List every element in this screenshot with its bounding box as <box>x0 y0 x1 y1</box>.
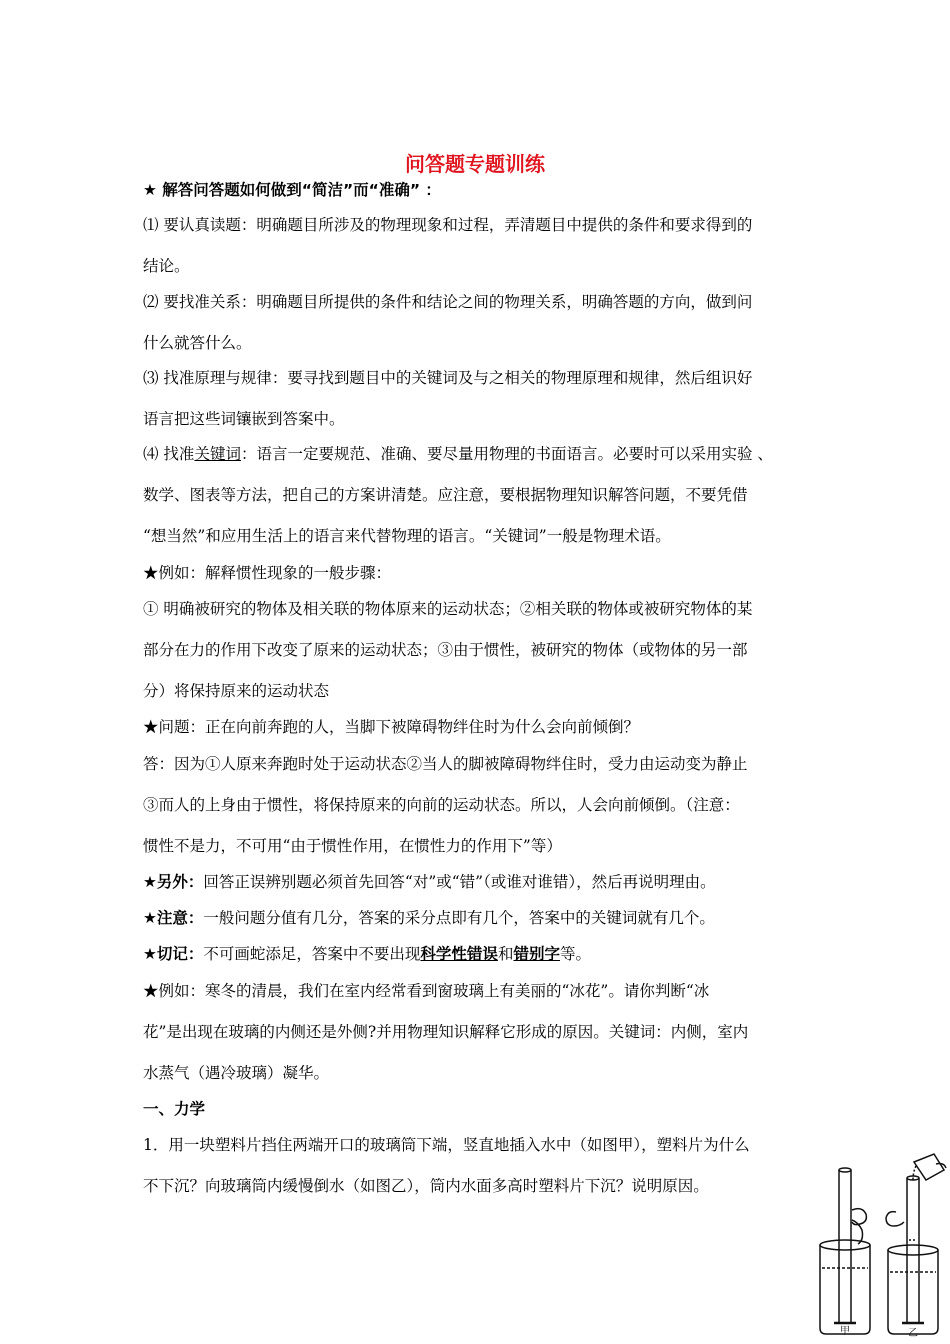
intro-p4-line1 <box>143 444 773 464</box>
intro-p1-line1: ⑴ 要认真读题：明确题目所涉及的物理现象和过程，弄清题目中提供的条件和要求得到的 <box>143 216 753 234</box>
question1-line2: 不下沉？向玻璃筒内缓慢倒水（如图乙），筒内水面多高时塑料片下沉？说明原因。 <box>143 1177 709 1195</box>
note-remember-label: ★切记： <box>143 945 204 963</box>
figure-label-left: 甲 <box>840 1326 850 1337</box>
answer-line1: 答：因为①人原来奔跑时处于运动状态②当人的脚被障碍物绊住时，受力由运动变为静止 <box>143 755 748 773</box>
intro-p4-line3: “想当然”和应用生活上的语言来代替物理的语言。“关键词”一般是物理术语。 <box>143 527 671 545</box>
figure-label-right: 乙 <box>908 1328 918 1339</box>
pouring-cup <box>914 1154 944 1180</box>
tube-right <box>907 1178 919 1322</box>
intro-p2-line1: ⑵ 要找准关系：明确题目所提供的条件和结论之间的物理关系，明确答题的方向，做到问 <box>143 293 753 311</box>
example1-heading: ★例如：解释惯性现象的一般步骤： <box>143 564 392 582</box>
example1-line2: 部分在力的作用下改变了原来的运动状态；③由于惯性，被研究的物体（或物体的另一部 <box>143 641 748 659</box>
example2-line2: 花”是出现在玻璃的内侧还是外侧?并用物理知识解释它形成的原因。关键词：内侧，室内 <box>143 1023 749 1041</box>
intro-p1-line2: 结论。 <box>143 257 190 275</box>
tube-left <box>839 1170 851 1322</box>
answer-line2: ③而人的上身由于惯性，将保持原来的向前的运动状态。所以，人会向前倾倒。（注意： <box>143 796 740 814</box>
note-extra <box>143 872 716 892</box>
example1-line1: ① 明确被研究的物体及相关联的物体原来的运动状态；②相关联的物体或被研究物体的某 <box>143 600 753 618</box>
p4-keyword: 关键词 <box>194 445 241 463</box>
note-attention-text: 一般问题分值有几分，答案的采分点即有几个，答案中的关键词就有几个。 <box>203 909 715 927</box>
note-remember-keyword2: 错别字 <box>513 945 560 963</box>
note-attention-label: ★注意： <box>143 909 204 927</box>
p4-prefix: ⑷ 找准 <box>143 445 195 463</box>
question1-line1: 1．用一块塑料片挡住两端开口的玻璃筒下端，竖直地插入水中（如图甲），塑料片为什么 <box>143 1136 750 1154</box>
beaker-left <box>820 1245 870 1334</box>
note-remember-end: 等。 <box>559 945 591 963</box>
note-remember <box>143 944 591 964</box>
note-remember-and: 和 <box>497 945 514 963</box>
glass-tube-illustration <box>812 1150 948 1340</box>
note-attention <box>143 908 715 928</box>
intro-heading: ★ 解答问答题如何做到“简洁”而“准确” ： <box>143 181 441 199</box>
intro-p4-line2: 数学、图表等方法，把自己的方案讲清楚。应注意，要根据物理知识解答问题，不要凭借 <box>143 486 748 504</box>
glass-tube-figure <box>812 1150 948 1340</box>
example2-line3: 水蒸气（遇冷玻璃）凝华。 <box>143 1064 330 1082</box>
note-remember-text: 不可画蛇添足，答案中不要出现 <box>203 945 421 963</box>
page-title: 问答题专题训练 <box>405 152 545 176</box>
example1-line3: 分）将保持原来的运动状态 <box>143 682 330 700</box>
note-extra-label: ★另外： <box>143 873 204 891</box>
p4-rest: ：语言一定要规范、准确、要尽量用物理的书面语言。必要时可以采用实验 、 <box>240 445 773 463</box>
example2-line1: ★例如：寒冬的清晨，我们在室内经常看到窗玻璃上有美丽的“冰花”。请你判断“冰 <box>143 982 710 1000</box>
section-heading-mechanics: 一、力学 <box>143 1100 206 1118</box>
answer-line3: 惯性不是力，不可用“由于惯性作用，在惯性力的作用下”等） <box>143 837 562 855</box>
intro-p3-line1: ⑶ 找准原理与规律：要寻找到题目中的关键词及与之相关的物理原理和规律，然后组识好 <box>143 369 753 387</box>
intro-p2-line2: 什么就答什么。 <box>143 334 252 352</box>
note-extra-text: 回答正误辨别题必须首先回答“对”或“错”（或谁对谁错），然后再说明理由。 <box>203 873 716 891</box>
question-text: ★问题：正在向前奔跑的人，当脚下被障碍物绊住时为什么会向前倾倒？ <box>143 718 640 736</box>
intro-p3-line2: 语言把这些词镶嵌到答案中。 <box>143 410 345 428</box>
beaker-right <box>888 1250 938 1334</box>
note-remember-keyword1: 科学性错误 <box>420 945 498 963</box>
